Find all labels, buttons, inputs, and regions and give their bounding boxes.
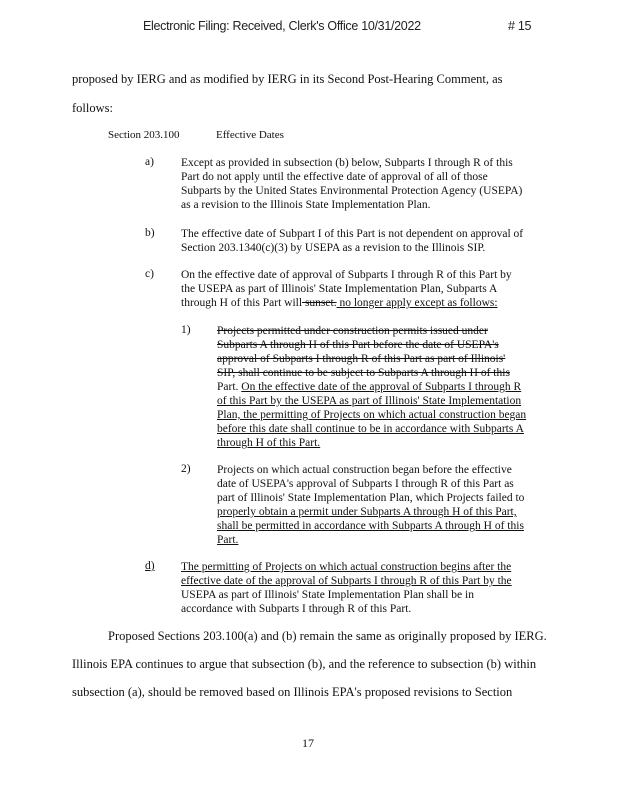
item-c-text [181, 268, 512, 310]
added-line: Plan, the permitting of Projects on which actual construction began [217, 409, 527, 421]
item-b-line: The effective date of Subpart I of this Part is not dependent on approval of [181, 228, 524, 240]
added-line: before this date shall continue to be in accordance with Subparts A [217, 423, 524, 435]
item-c-line [181, 296, 512, 310]
item-a-line: Except as provided in subsection (b) below, Subparts I through R of this [181, 157, 513, 169]
struck-line: SIP, shall continue to be subject to Subparts A through H of this [217, 367, 510, 379]
added-line: Part. [217, 534, 239, 546]
item-c2-line: date of USEPA's approval of Subparts I through R of this Part as [217, 478, 514, 490]
closing-line-1: Proposed Sections 203.100(a) and (b) remain the same as originally proposed by IERG. [108, 629, 547, 643]
added-line: properly obtain a permit under Subparts A through H of this Part, [217, 506, 517, 518]
item-c-plain: through H of this Part will [181, 297, 303, 309]
closing-line-3: subsection (a), should be removed based on Illinois EPA's proposed revisions to Section [72, 685, 513, 699]
item-a-label: a) [145, 156, 154, 168]
added-line: The permitting of Projects on which actual construction begins after the [181, 561, 512, 573]
struck-line: Projects permitted under construction permits issued under [217, 325, 488, 337]
item-d-text [181, 560, 512, 616]
item-d-label: d) [145, 560, 155, 572]
filing-stamp: Electronic Filing: Received, Clerk's Office 10/31/2022 [143, 19, 421, 33]
struck-line: approval of Subparts I through R of this Part as part of Illinois' [217, 353, 506, 365]
item-b-label: b) [145, 227, 155, 239]
intro-line-1: proposed by IERG and as modified by IERG in its Second Post-Hearing Comment, as [72, 72, 503, 86]
added-line: shall be permitted in accordance with Subparts A through H of this [217, 520, 524, 532]
added-line: through H of this Part. [217, 437, 321, 449]
item-d-line: accordance with Subparts I through R of this Part. [181, 603, 412, 615]
item-c2-label: 2) [181, 463, 191, 475]
item-c2-line: part of Illinois' State Implementation Plan, which Projects failed to [217, 492, 525, 504]
item-c2-text [217, 463, 524, 547]
item-c-struck: sunset. [302, 297, 337, 309]
item-c-label: c) [145, 268, 154, 280]
item-c1-text [217, 324, 526, 450]
item-c2-line: Projects on which actual construction began before the effective [217, 464, 512, 476]
item-a-line: Part do not apply until the effective date of approval of all of those [181, 171, 488, 183]
item-d-line: USEPA as part of Illinois' State Implementation Plan shall be in [181, 589, 474, 601]
intro-line-2: follows: [72, 101, 113, 115]
page-number: 17 [302, 736, 314, 750]
item-c-line: On the effective date of approval of Subparts I through R of this Part by [181, 269, 512, 281]
item-b-text [181, 227, 523, 255]
added-line: effective date of the approval of Subparts I through R of this Part by the [181, 575, 512, 587]
item-c1-label: 1) [181, 324, 191, 336]
section-title: Effective Dates [216, 129, 284, 141]
item-b-line: Section 203.1340(c)(3) by USEPA as a revision to the Illinois SIP. [181, 242, 486, 254]
struck-line: Subparts A through H of this Part before the date of USEPA's [217, 339, 499, 351]
closing-line-2: Illinois EPA continues to argue that subsection (b), and the reference to subsection (b) within [72, 657, 537, 671]
item-c-added: no longer apply except as follows: [336, 297, 498, 309]
item-a-line: as a revision to the Illinois State Implementation Plan. [181, 199, 431, 211]
item-c1-line [217, 380, 526, 394]
item-a-line: Subparts by the United States Environmental Protection Agency (USEPA) [181, 185, 523, 197]
item-a-text [181, 156, 522, 212]
added-line: of this Part by the USEPA as part of Illinois' State Implementation [217, 395, 522, 407]
section-number: Section 203.100 [108, 129, 180, 141]
exhibit-number: # 15 [508, 19, 532, 33]
item-c1-plain: Part. [217, 381, 242, 393]
item-c-line: the USEPA as part of Illinois' State Implementation Plan, Subparts A [181, 283, 498, 295]
item-c1-added: On the effective date of the approval of Subparts I through R [241, 381, 522, 393]
